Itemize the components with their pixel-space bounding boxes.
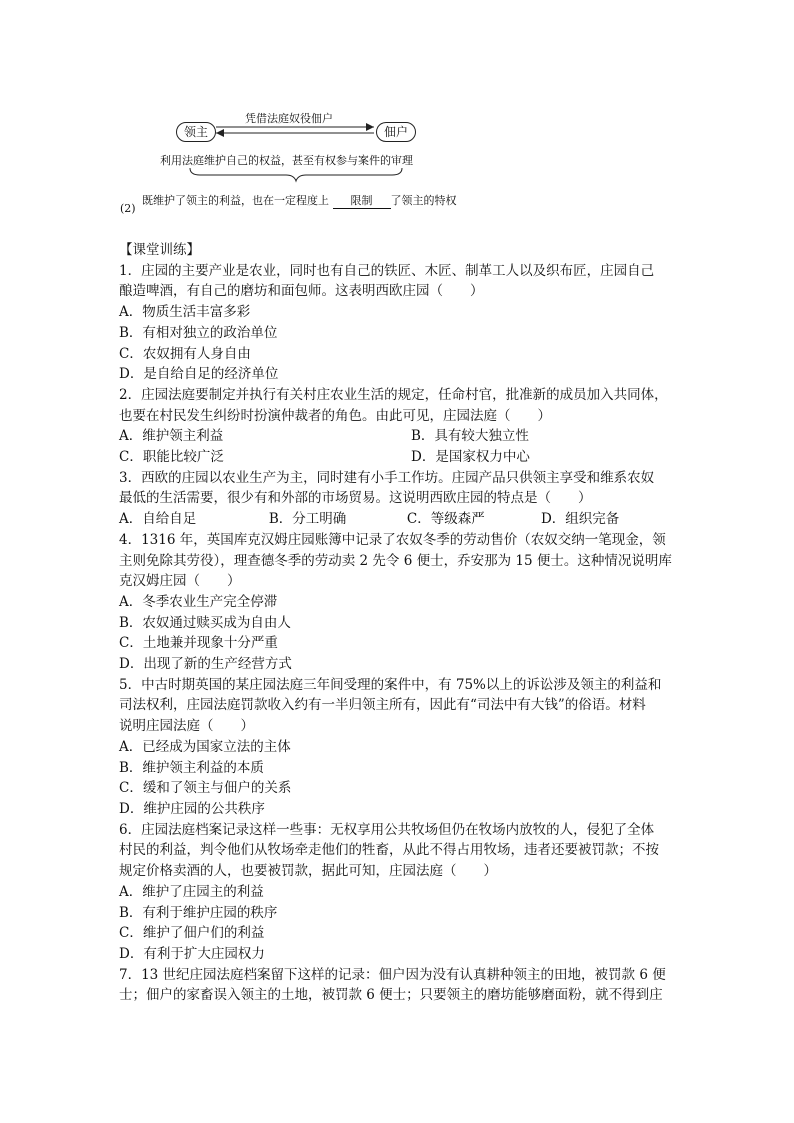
- exercise-content: [119, 240, 679, 1006]
- q4-stem-line: 4．1316 年，英国库克汉姆庄园账簿中记录了农奴冬季的劳动售价（农奴交纳一笔现金，领: [119, 531, 666, 548]
- note-after: 了领主的特权: [390, 194, 457, 207]
- q6-option-a: A．维护了庄园主的利益: [119, 883, 264, 900]
- q6-option-b: B．有利于维护庄园的秩序: [119, 904, 278, 921]
- q4-stem-line: 克汉姆庄园（ ）: [119, 573, 241, 590]
- q4-stem-line: 主则免除其劳役），理查德冬季的劳动卖 2 先令 6 便士，乔安那为 15 便士。这种情况说明库: [119, 552, 672, 569]
- note-before: 既维护了领主的利益，也在一定程度上: [142, 194, 329, 207]
- q5-stem-line: 司法权利，庄园法庭罚款收入约有一半归领主所有，因此有“司法中有大钱”的俗语。材料: [119, 697, 646, 714]
- q3-stem-line: 3．西欧的庄园以农业生产为主，同时建有小手工作坊。庄园产品只供领主享受和维系农奴: [119, 469, 655, 486]
- q3-options-row: [119, 509, 679, 530]
- q4-option-a: A．冬季农业生产完全停滞: [119, 593, 278, 610]
- tenant-box: 佃户: [376, 122, 416, 142]
- q2-options-row: [119, 447, 679, 468]
- q6-option-d: D．有利于扩大庄园权力: [119, 945, 265, 962]
- q6-stem-line: 村民的利益，判令他们从牧场牵走他们的牲畜，从此不得占用牧场，违者还要被罚款；不按: [119, 842, 659, 859]
- q4-option-c: C．土地兼并现象十分严重: [119, 635, 278, 652]
- diagram-arrows: [0, 0, 794, 215]
- q7-stem-line: 7．13 世纪庄园法庭档案留下这样的记录：佃户因为没有认真耕种领主的田地，被罚款 6 便: [119, 966, 666, 983]
- q5-stem-line: 5．中古时期英国的某庄园法庭三年间受理的案件中，有 75%以上的诉讼涉及领主的利益和: [119, 676, 662, 693]
- q2-stem-line: 2．庄园法庭要制定并执行有关村庄农业生活的规定，任命村官，批准新的成员加入共同体，: [119, 386, 668, 403]
- q2-option-a: A．维护领主利益: [119, 428, 224, 445]
- q2-options-row: [119, 426, 679, 447]
- q5-option-a: A．已经成为国家立法的主体: [119, 738, 291, 755]
- q5-option-d: D．维护庄园的公共秩序: [119, 800, 265, 817]
- q6-stem-line: 规定价格卖酒的人，也要被罚款，据此可知，庄园法庭（ ）: [119, 863, 497, 880]
- q4-option-d: D．出现了新的生产经营方式: [119, 656, 292, 673]
- q1-stem-line: 1．庄园的主要产业是农业，同时也有自己的铁匠、木匠、制革工人以及织布匠，庄园自己: [119, 262, 655, 279]
- note-number: (2): [120, 202, 136, 215]
- q1-option-a: A．物质生活丰富多彩: [119, 304, 251, 321]
- q1-stem-line: 酿造啤酒，有自己的磨坊和面包师。这表明西欧庄园（ ）: [119, 283, 484, 300]
- q1-option-d: D．是自给自足的经济单位: [119, 366, 279, 383]
- q7-stem-line: 士；佃户的家畜误入领主的土地，被罚款 6 便士；只要领主的磨坊能够磨面粉，就不得到庄: [119, 987, 663, 1004]
- q5-option-b: B．维护领主利益的本质: [119, 759, 264, 776]
- q2-option-d: D．是国家权力中心: [411, 449, 530, 466]
- q5-option-c: C．缓和了领主与佃户的关系: [119, 780, 292, 797]
- q3-option-d: D．组织完备: [540, 511, 620, 528]
- lord-box: 领主: [176, 122, 216, 142]
- lord-tenant-diagram: [0, 0, 794, 215]
- q6-option-c: C．维护了佃户们的利益: [119, 925, 265, 942]
- diagram-bottom-label: 利用法庭维护自己的权益，甚至有权参与案件的审理: [160, 154, 413, 167]
- q3-stem-line: 最低的生活需要，很少有和外部的市场贸易。这说明西欧庄园的特点是（ ）: [119, 490, 592, 507]
- q5-stem-line: 说明庄园法庭（ ）: [119, 718, 254, 735]
- q4-option-b: B．农奴通过赎买成为自由人: [119, 614, 291, 631]
- diagram-top-label: 凭借法庭奴役佃户: [245, 112, 333, 125]
- q3-option-c: C．等级森严: [406, 511, 485, 528]
- q6-stem-line: 6．庄园法庭档案记录这样一些事：无权享用公共牧场但仍在牧场内放牧的人，侵犯了全体: [119, 821, 655, 838]
- q2-option-c: C．职能比较广泛: [119, 449, 224, 466]
- note-text: [142, 192, 457, 209]
- q1-option-c: C．农奴拥有人身自由: [119, 345, 251, 362]
- section-title: 【课堂训练】: [119, 242, 200, 258]
- note-blank: 限制: [333, 192, 391, 209]
- q3-option-a: A．自给自足: [119, 511, 197, 528]
- q3-option-b: B．分工明确: [268, 511, 347, 528]
- q1-option-b: B．有相对独立的政治单位: [119, 324, 278, 341]
- q2-stem-line: 也要在村民发生纠纷时扮演仲裁者的角色。由此可见，庄园法庭（ ）: [119, 407, 551, 424]
- q2-option-b: B．具有较大独立性: [411, 428, 529, 445]
